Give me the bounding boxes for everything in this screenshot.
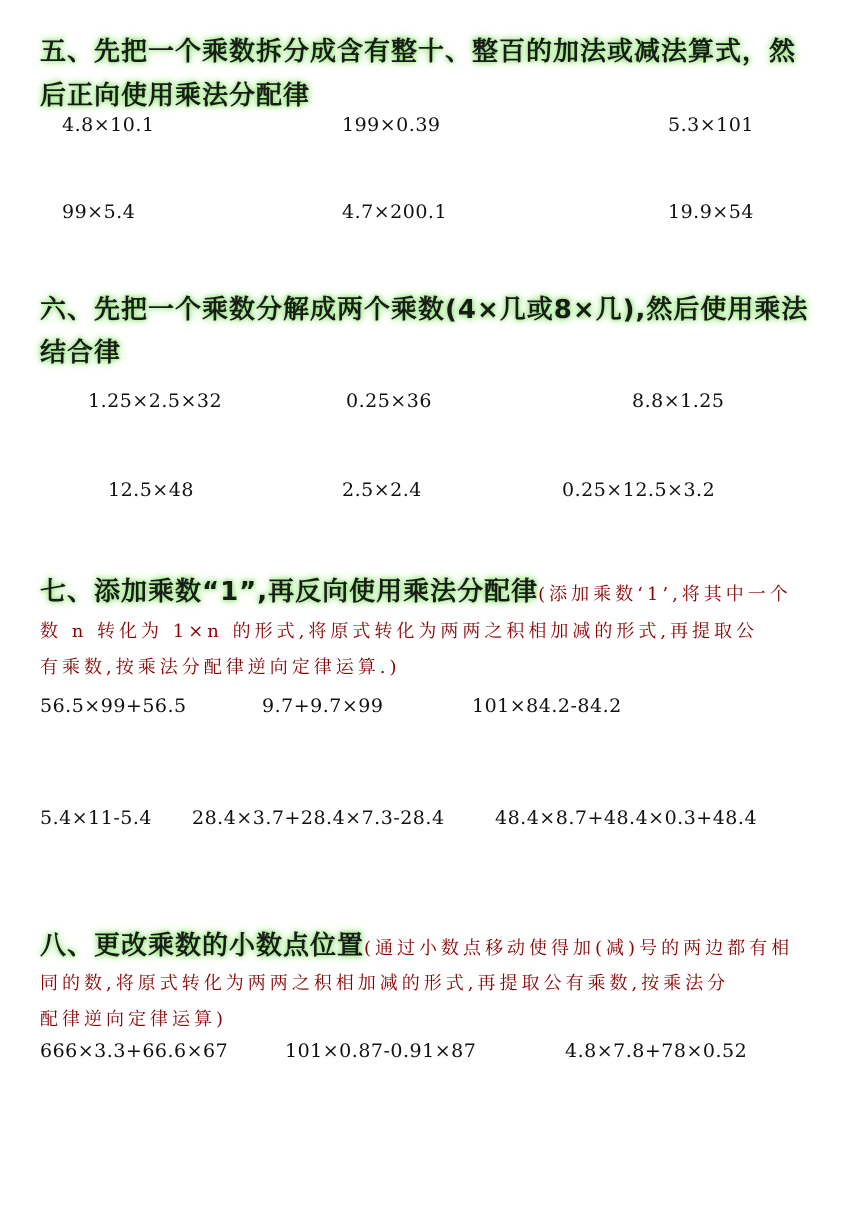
section-8-title-text: 八、更改乘数的小数点位置 [40,931,365,961]
section-7-note-line3: 有乘数,按乘法分配律逆向定律运算.) [40,657,401,678]
problem: 666×3.3+66.6×67 [40,1040,229,1062]
problem: 19.9×54 [668,201,754,223]
problem: 48.4×8.7+48.4×0.3+48.4 [495,807,758,829]
problem: 5.3×101 [668,114,754,136]
section-7-title [40,570,830,617]
problem: 99×5.4 [62,201,136,223]
problem: 101×0.87-0.91×87 [285,1040,477,1062]
section-5-title-line1: 五、先把一个乘数拆分成含有整十、整百的加法或减法算式，然 [40,37,797,67]
problem: 0.25×12.5×3.2 [562,479,716,501]
problem: 4.7×200.1 [342,201,448,223]
section-7-title-text: 七、添加乘数“1”,再反向使用乘法分配律 [40,577,539,607]
section-7-note-line1: (添加乘数‘1’,将其中一个 [538,584,792,605]
section-8-note-line2: 同的数,将原式转化为两两之积相加减的形式,再提取公有乘数,按乘法分 [40,973,730,994]
section-8-note-line3: 配律逆向定律运算) [40,1009,228,1030]
problem: 8.8×1.25 [632,390,725,412]
problem: 56.5×99+56.5 [40,695,187,717]
section-8-title [40,924,830,971]
problem: 4.8×10.1 [62,114,155,136]
problem: 12.5×48 [108,479,194,501]
problem: 199×0.39 [342,114,441,136]
problem: 9.7+9.7×99 [262,695,384,717]
problem: 101×84.2-84.2 [472,695,622,717]
problem: 5.4×11-5.4 [40,807,152,829]
problem: 1.25×2.5×32 [88,390,223,412]
problem: 0.25×36 [346,390,432,412]
section-5-title-line2: 后正向使用乘法分配律 [40,81,311,111]
problem: 28.4×3.7+28.4×7.3-28.4 [192,807,445,829]
section-6-title-line2: 结合律 [40,338,122,368]
problem: 4.8×7.8+78×0.52 [565,1040,748,1062]
section-6-title-line1: 六、先把一个乘数分解成两个乘数(4×几或8×几),然后使用乘法 [40,295,809,325]
section-8-note-line1: (通过小数点移动使得加(减)号的两边都有相 [364,938,794,959]
problem: 2.5×2.4 [342,479,422,501]
section-7-note-line2: 数 n 转化为 1×n 的形式,将原式转化为两两之积相加减的形式,再提取公 [40,621,759,642]
